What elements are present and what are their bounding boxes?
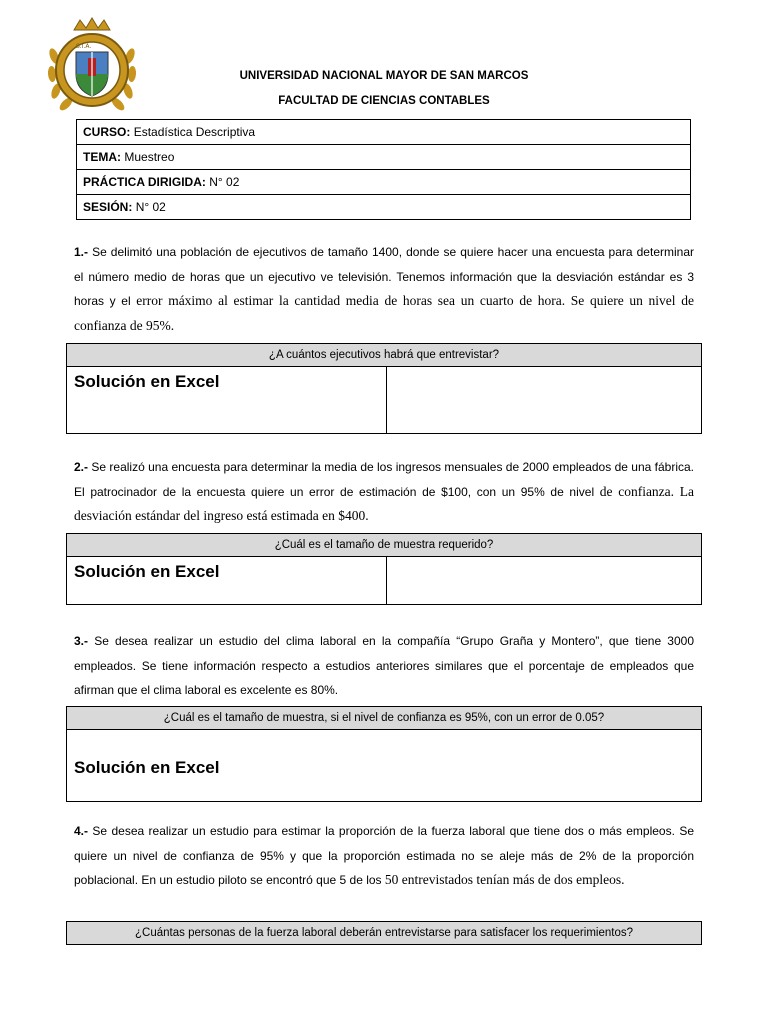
problem-4-question: ¿Cuántas personas de la fuerza laboral deberán entrevistarse para satisfacer los requerimientos? bbox=[67, 922, 702, 945]
problem-1-answer-table bbox=[66, 343, 702, 434]
crown-icon bbox=[74, 18, 110, 30]
problem-4-text-a: Se desea realizar un estudio para estimar la proporción de la fuerza laboral que tiene dos o más empleos. Se quiere un nivel de confianza de 95% y que la proporción estimada no se aleje más de 2% de la proporción poblacional. En un estudio piloto se encontró que 5 de los bbox=[74, 824, 694, 887]
problem-3-question: ¿Cuál es el tamaño de muestra, si el nivel de confianza es 95%, con un error de 0.05? bbox=[67, 707, 702, 730]
problem-3-text bbox=[74, 629, 694, 703]
problem-1-text bbox=[74, 240, 694, 338]
course-info-table bbox=[76, 119, 691, 220]
problem-2-answer-cell[interactable] bbox=[387, 557, 702, 605]
session-row bbox=[77, 195, 691, 220]
problem-2-answer-table bbox=[66, 533, 702, 605]
sesion-value: N° 02 bbox=[135, 200, 166, 214]
problem-3-answer-table bbox=[66, 706, 702, 802]
university-title: UNIVERSIDAD NACIONAL MAYOR DE SAN MARCOS bbox=[239, 70, 529, 82]
problem-4-answer-table bbox=[66, 921, 702, 945]
problem-3-number: 3.- bbox=[74, 634, 89, 648]
problem-2-text bbox=[74, 455, 694, 529]
problem-1-question: ¿A cuántos ejecutivos habrá que entrevistar? bbox=[67, 344, 702, 367]
seal-text: S.I.A. bbox=[76, 43, 92, 50]
problem-2-number: 2.- bbox=[74, 460, 89, 474]
problem-1-number: 1.- bbox=[74, 245, 89, 259]
problem-1-answer-cell[interactable] bbox=[387, 367, 702, 434]
faculty-title: FACULTAD DE CIENCIAS CONTABLES bbox=[278, 95, 490, 107]
sesion-label: SESIÓN: bbox=[83, 200, 133, 214]
practica-label: PRÁCTICA DIRIGIDA: bbox=[83, 175, 206, 189]
problem-2-text-b: de confianza. La desviación estándar del ingreso está estimada en $400. bbox=[74, 483, 694, 523]
problem-3-text-a: Se desea realizar un estudio del clima laboral en la compañía “Grupo Graña y Montero”, que tiene 3000 empleados. Se tiene información respecto a estudios anteriores similares que el porcentaje de empleados que afirman que el clima laboral es excelente es 80%. bbox=[74, 634, 694, 697]
problem-1-text-b: error máximo al estimar la cantidad media de horas sea un cuarto de hora. Se quiere un nivel de confianza de 95%. bbox=[74, 293, 694, 333]
practica-value: N° 02 bbox=[209, 175, 240, 189]
problem-4-text bbox=[74, 819, 694, 893]
curso-label: CURSO: bbox=[83, 125, 131, 139]
curso-value: Estadística Descriptiva bbox=[133, 125, 256, 139]
problem-2-text-a: Se realizó una encuesta para determinar la media de los ingresos mensuales de 2000 empleados de una fábrica. El patrocinador de la encuesta quiere un error de estimación de $100, con un 95% de nivel bbox=[74, 460, 694, 499]
problem-1-solution-label: Solución en Excel bbox=[67, 367, 387, 434]
problem-4-number: 4.- bbox=[74, 824, 89, 838]
tema-label: TEMA: bbox=[83, 150, 121, 164]
problem-1-text-a: Se delimitó una población de ejecutivos de tamaño 1400, donde se quiere hacer una encuesta para determinar el número medio de horas que un ejecutivo ve televisión. Tenemos información que la desviación estándar es 3 horas y el bbox=[74, 245, 694, 308]
problem-4-text-b: 50 entrevistados tenían más de dos empleos. bbox=[384, 872, 625, 887]
problem-3-solution-label: Solución en Excel bbox=[67, 730, 702, 802]
course-row bbox=[77, 120, 691, 145]
problem-2-question: ¿Cuál es el tamaño de muestra requerido? bbox=[67, 534, 702, 557]
topic-row bbox=[77, 145, 691, 170]
practice-row bbox=[77, 170, 691, 195]
problem-2-solution-label: Solución en Excel bbox=[67, 557, 387, 605]
tema-value: Muestreo bbox=[124, 150, 175, 164]
